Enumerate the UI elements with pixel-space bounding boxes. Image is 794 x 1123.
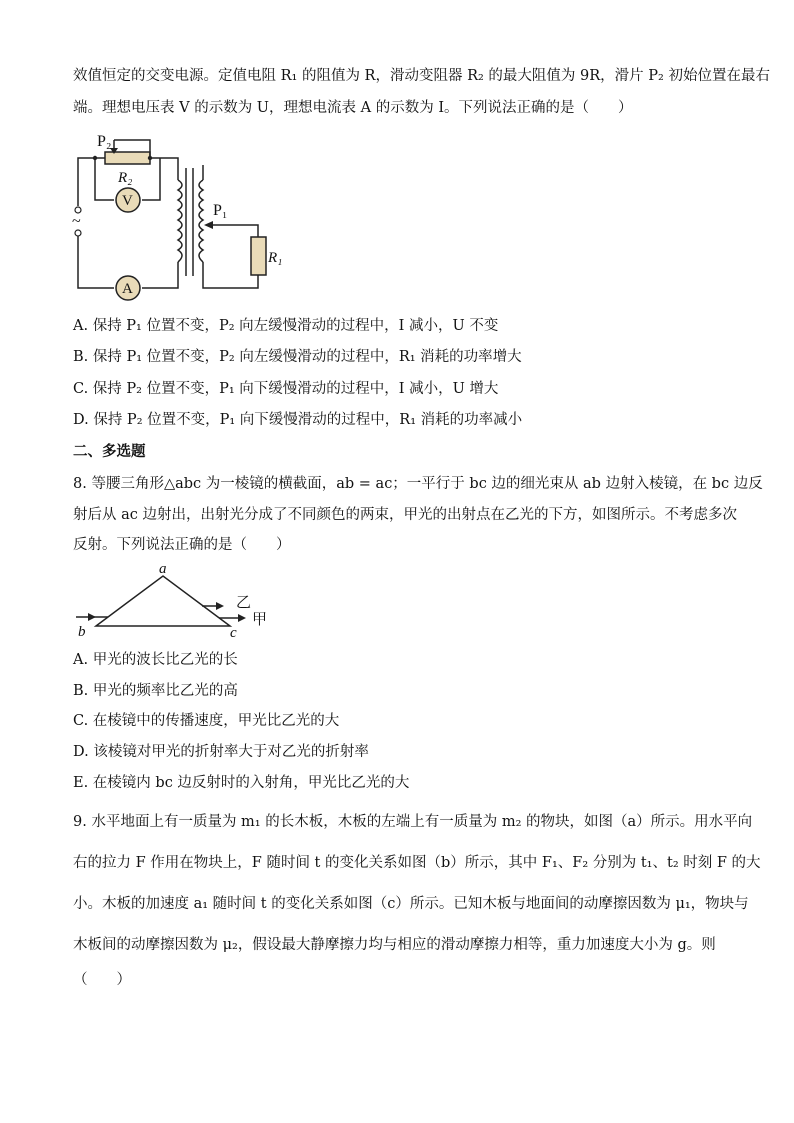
r1-label: R₁ — [268, 250, 283, 266]
q8-option-a: A. 甲光的波长比乙光的长 — [73, 652, 238, 668]
vertex-a-label: a — [159, 561, 167, 577]
q7-option-d: D. 保持 P₂ 位置不变，P₁ 向下缓慢滑动的过程中，R₁ 消耗的功率减小 — [73, 412, 523, 428]
q7-option-c: C. 保持 P₂ 位置不变，P₁ 向下缓慢滑动的过程中，I 减小，U 增大 — [73, 381, 499, 397]
voltmeter-label: V — [122, 193, 133, 209]
q8-text-line-1: 8. 等腰三角形△abc 为一棱镜的横截面，ab = ac；一平行于 bc 边的细光束从 ab 边射入棱镜，在 bc 边反 — [73, 476, 763, 492]
q8-text-line-2: 射后从 ac 边射出，出射光分成了不同颜色的两束，甲光的出射点在乙光的下方，如图所示。不考虑多次 — [73, 507, 737, 523]
q9-text-line-5: （ ） — [73, 972, 131, 988]
q9-text-line-3: 小。木板的加速度 a₁ 随时间 t 的变化关系如图（c）所示。已知木板与地面间的动摩擦因数为 μ₁，物块与 — [73, 896, 749, 912]
p2-label: P₂ — [97, 133, 112, 150]
ac-source-symbol: ~ — [72, 213, 81, 230]
q8-option-e: E. 在棱镜内 bc 边反射时的入射角，甲光比乙光的大 — [73, 775, 410, 791]
q7-option-b: B. 保持 P₁ 位置不变，P₂ 向左缓慢滑动的过程中，R₁ 消耗的功率增大 — [73, 349, 522, 365]
q7-text-line-1: 效值恒定的交变电源。定值电阻 R₁ 的阻值为 R，滑动变阻器 R₂ 的最大阻值为 9R，滑片 P₂ 初始位置在最右 — [73, 68, 770, 84]
q8-option-c: C. 在棱镜中的传播速度，甲光比乙光的大 — [73, 713, 340, 729]
vertex-c-label: c — [230, 625, 237, 640]
r2-label: R₂ — [118, 170, 133, 186]
p1-label: P₁ — [213, 202, 228, 219]
q9-text-line-1: 9. 水平地面上有一质量为 m₁ 的长木板，木板的左端上有一质量为 m₂ 的物块，如图（a）所示。用水平向 — [73, 814, 753, 830]
q9-text-line-4: 木板间的动摩擦因数为 μ₂，假设最大静摩擦力均与相应的滑动摩擦力相等，重力加速度大小为 g。则 — [73, 937, 716, 953]
vertex-b-label: b — [78, 624, 86, 640]
q7-text-line-2: 端。理想电压表 V 的示数为 U，理想电流表 A 的示数为 I。下列说法正确的是（ ） — [73, 100, 633, 116]
ammeter-label: A — [122, 281, 133, 297]
transformer-circuit-figure — [60, 126, 300, 306]
beam-jia-label: 甲 — [252, 612, 268, 628]
section-heading: 二、多选题 — [73, 443, 146, 460]
q9-text-line-2: 右的拉力 F 作用在物块上，F 随时间 t 的变化关系如图（b）所示，其中 F₁、F₂ 分别为 t₁、t₂ 时刻 F 的大 — [73, 855, 761, 871]
prism-figure — [70, 560, 280, 640]
q8-option-d: D. 该棱镜对甲光的折射率大于对乙光的折射率 — [73, 744, 369, 760]
beam-yi-label: 乙 — [236, 595, 252, 611]
q8-option-b: B. 甲光的频率比乙光的高 — [73, 683, 238, 699]
q8-text-line-3: 反射。下列说法正确的是（ ） — [73, 537, 291, 553]
q7-option-a: A. 保持 P₁ 位置不变，P₂ 向左缓慢滑动的过程中，I 减小，U 不变 — [73, 318, 499, 334]
